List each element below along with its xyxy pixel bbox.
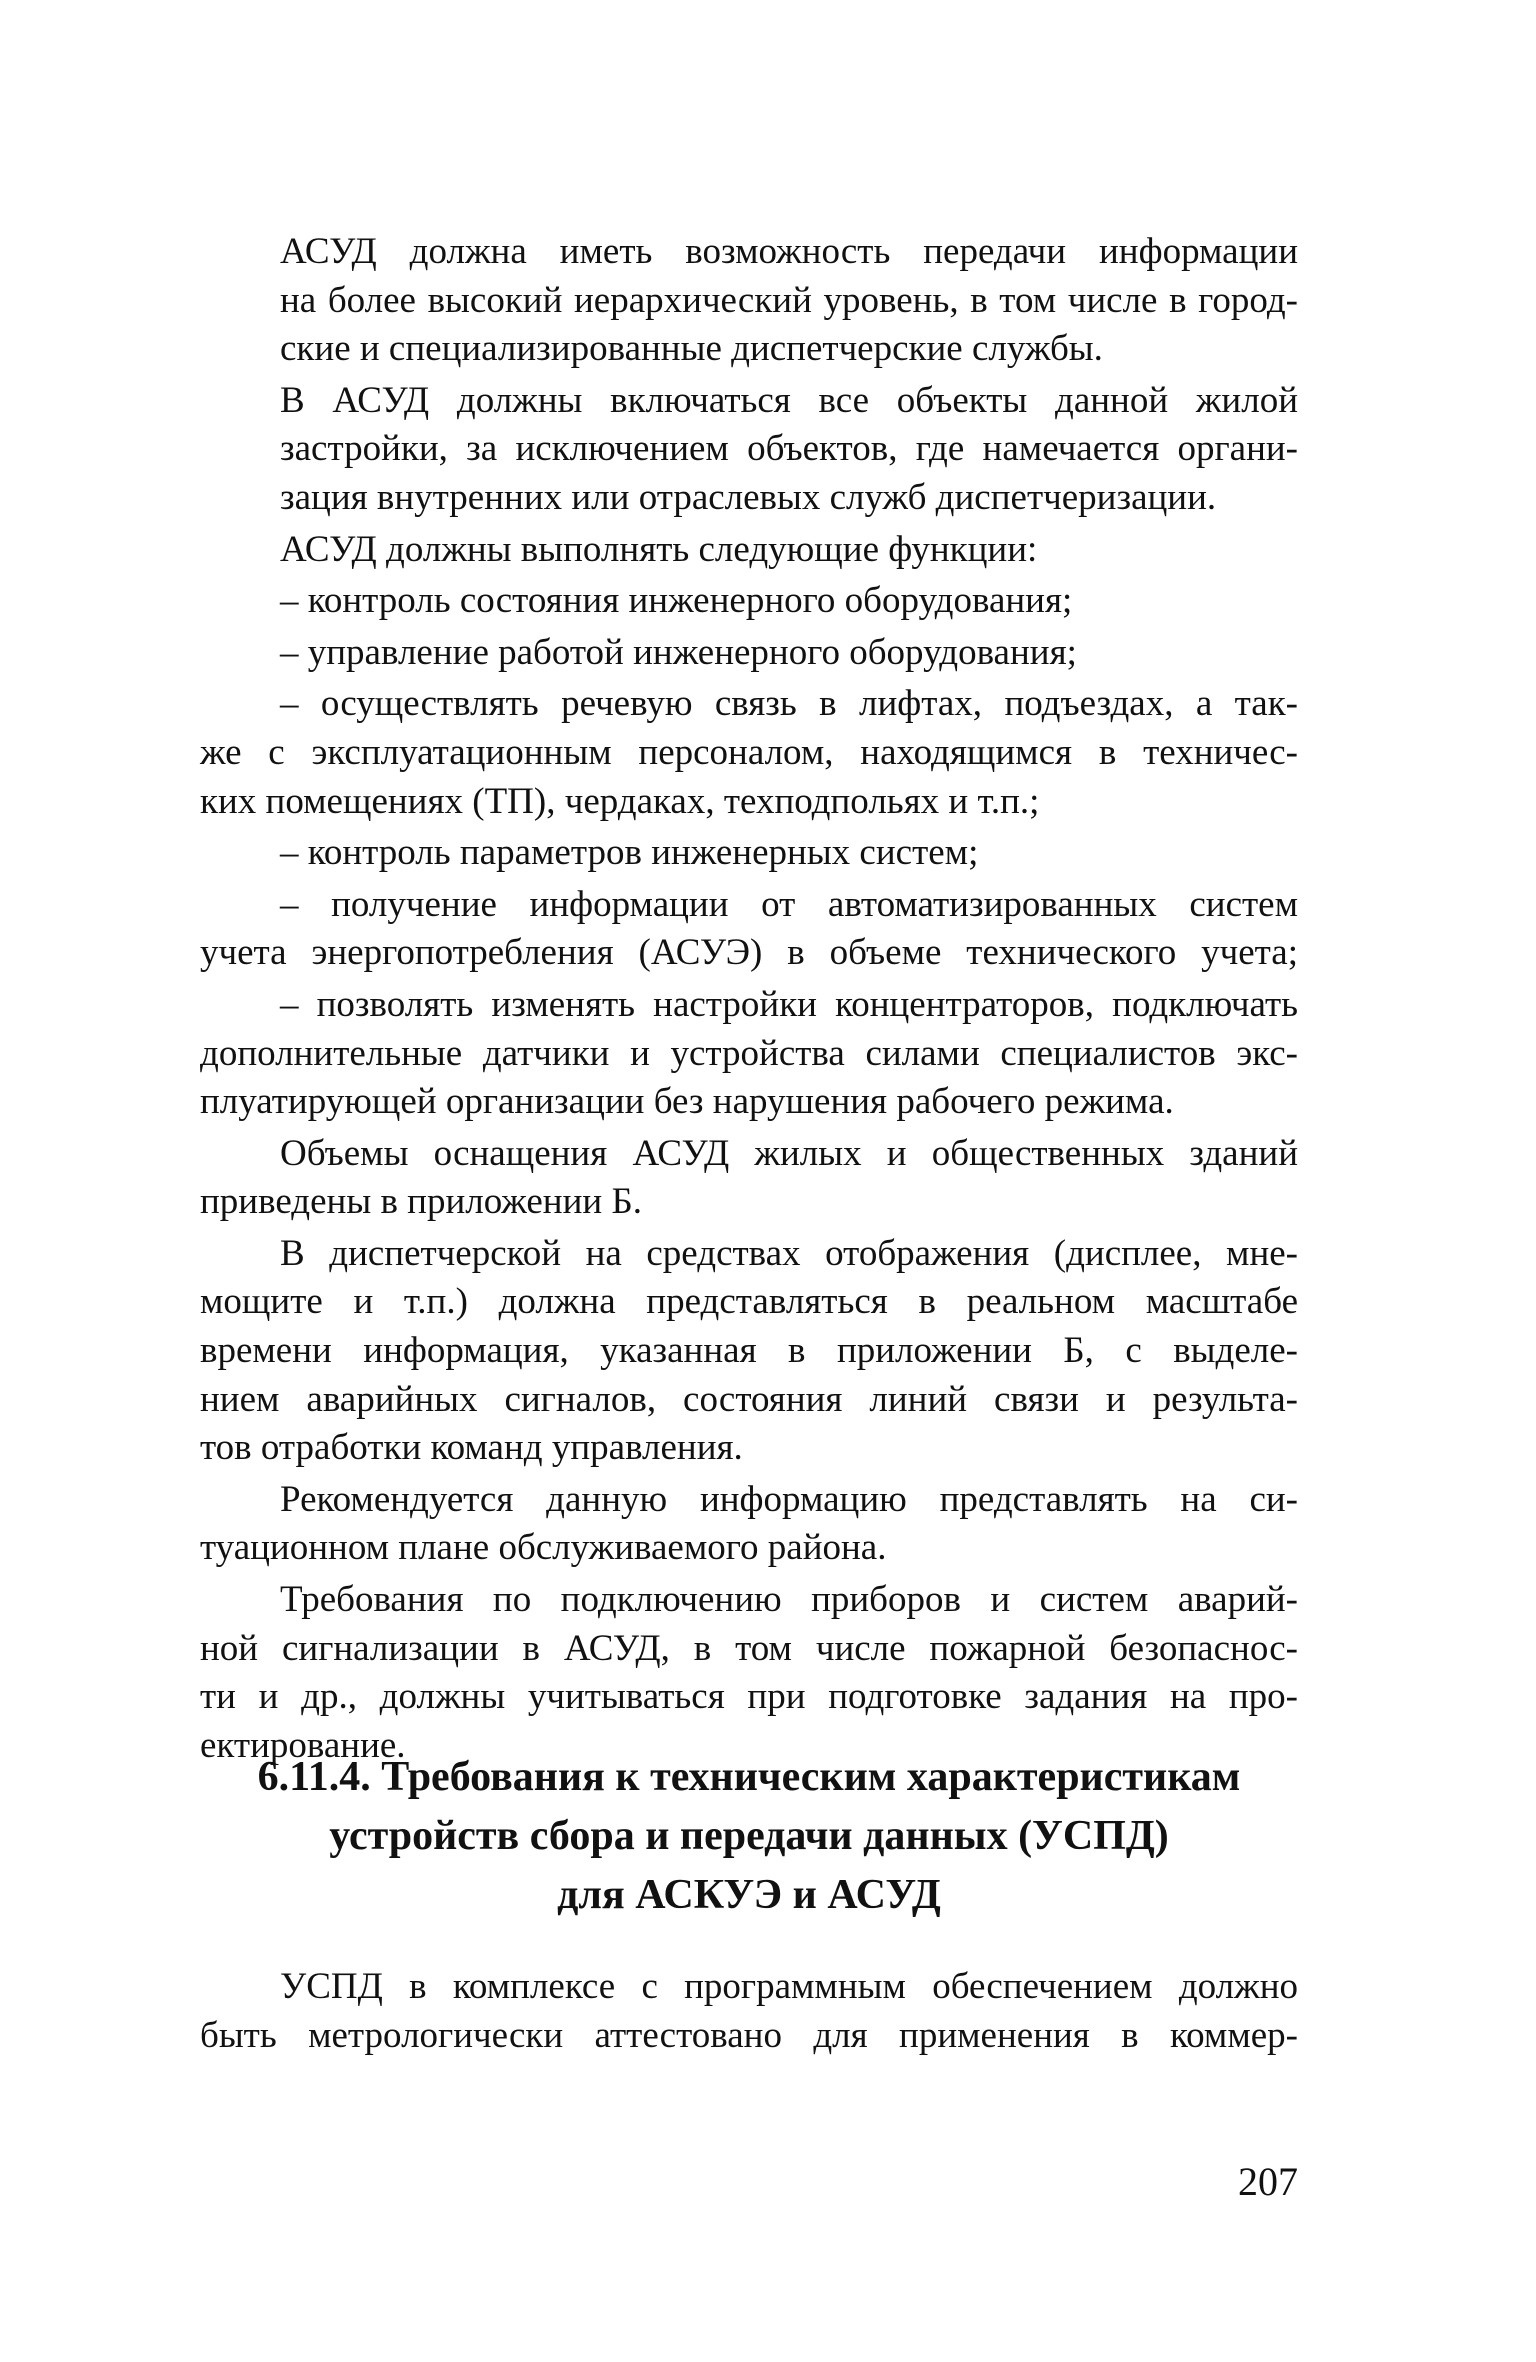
text-line: – контроль состояния инженерного оборудования; bbox=[280, 580, 1073, 622]
text-line: ские и специализированные диспетчерские службы. bbox=[280, 328, 1103, 370]
text-line: – позволять изменять настройки концентраторов, подключать bbox=[280, 983, 1298, 1025]
text-line: ти и др., должны учитываться при подготовке задания на про- bbox=[200, 1676, 1298, 1718]
section-heading bbox=[200, 1748, 1298, 1925]
text-line: тов отработки команд управления. bbox=[200, 1427, 743, 1469]
section-body bbox=[200, 1963, 1298, 2063]
paragraph-alarm-requirements bbox=[200, 1576, 1298, 1770]
text-line: ной сигнализации в АСУД, в том числе пожарной безопаснос- bbox=[200, 1627, 1298, 1669]
text-line: АСУД должны выполнять следующие функции: bbox=[280, 528, 1038, 570]
text-line: – управление работой инженерного оборудования; bbox=[280, 631, 1077, 673]
paragraph-dispatch-display bbox=[200, 1230, 1298, 1473]
list-item-equipment-control bbox=[200, 629, 1298, 678]
paragraph-asud-objects bbox=[200, 377, 1298, 523]
list-item-equipment-state bbox=[200, 577, 1298, 626]
list-item-voice-communication bbox=[200, 680, 1298, 826]
text-line: мощите и т.п.) должна представляться в реальном масштабе bbox=[200, 1281, 1298, 1323]
paragraph-situation-plan bbox=[200, 1476, 1298, 1573]
page-number: 207 bbox=[1238, 2159, 1298, 2204]
text-line: Объемы оснащения АСУД жилых и общественных зданий bbox=[280, 1132, 1298, 1174]
text-line: Рекомендуется данную информацию представлять на си- bbox=[280, 1478, 1298, 1520]
document-body bbox=[200, 228, 1298, 1773]
text-line: – контроль параметров инженерных систем; bbox=[280, 832, 979, 874]
paragraph-equipment-volume bbox=[200, 1130, 1298, 1227]
text-line: ектирование. bbox=[200, 1724, 406, 1766]
heading-line: 6.11.4. Требования к техническим характеристикам bbox=[257, 1754, 1241, 1800]
text-line: В диспетчерской на средствах отображения (дисплее, мне- bbox=[280, 1232, 1298, 1274]
list-item-parameter-control bbox=[200, 829, 1298, 878]
heading-line: для АСКУЭ и АСУД bbox=[557, 1872, 941, 1918]
text-line: – осуществлять речевую связь в лифтах, подъездах, а так- bbox=[280, 683, 1298, 725]
text-line: времени информация, указанная в приложении Б, с выделе- bbox=[200, 1330, 1298, 1372]
text-line: на более высокий иерархический уровень, в том числе в город- bbox=[280, 279, 1298, 321]
paragraph-asud-functions bbox=[200, 526, 1298, 575]
text-line: ких помещениях (ТП), чердаках, техподпольях и т.п.; bbox=[200, 780, 1040, 822]
text-line: приведены в приложении Б. bbox=[200, 1181, 642, 1223]
text-line: дополнительные датчики и устройства силами специалистов экс- bbox=[200, 1032, 1298, 1074]
text-line: нием аварийных сигналов, состояния линий связи и результа- bbox=[200, 1378, 1298, 1420]
heading-line: устройств сбора и передачи данных (УСПД) bbox=[329, 1813, 1169, 1859]
text-line: В АСУД должны включаться все объекты данной жилой bbox=[280, 379, 1298, 421]
list-item-asue-info bbox=[200, 881, 1298, 978]
list-item-settings bbox=[200, 981, 1298, 1127]
text-line: плуатирующей организации без нарушения рабочего режима. bbox=[200, 1081, 1174, 1123]
text-line: зация внутренних или отраслевых служб диспетчеризации. bbox=[280, 476, 1217, 518]
text-line: АСУД должна иметь возможность передачи информации bbox=[280, 231, 1298, 272]
text-line: – получение информации от автоматизированных систем bbox=[280, 883, 1298, 925]
paragraph-uspd bbox=[200, 1963, 1298, 2060]
paragraph-asud-info-transfer bbox=[200, 228, 1298, 374]
text-line: УСПД в комплексе с программным обеспечением должно bbox=[280, 1966, 1298, 2007]
text-line: Требования по подключению приборов и систем аварий- bbox=[280, 1579, 1298, 1621]
text-line: учета энергопотребления (АСУЭ) в объеме технического учета; bbox=[200, 932, 1298, 974]
text-line: же с эксплуатационным персоналом, находящимся в техничес- bbox=[200, 731, 1298, 773]
text-line: застройки, за исключением объектов, где намечается органи- bbox=[280, 428, 1298, 470]
text-line: быть метрологически аттестовано для применения в коммер- bbox=[200, 2014, 1298, 2056]
text-line: туационном плане обслуживаемого района. bbox=[200, 1527, 887, 1569]
